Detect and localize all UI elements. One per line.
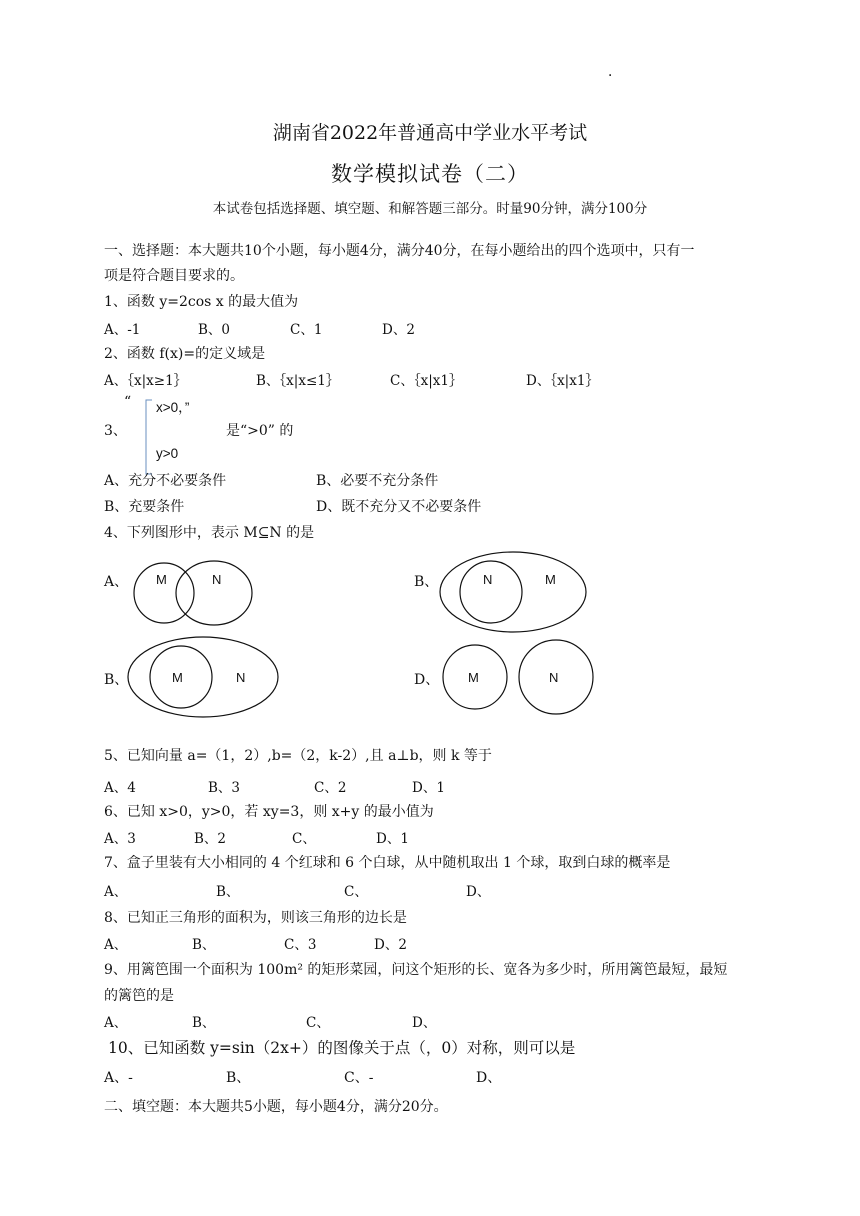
q6-option-a: A、3 [104,831,136,847]
header-dot: . [608,64,613,80]
q9-stem-cont: 的篱笆的是 [104,988,174,1004]
q1-option-a: A、-1 [104,322,141,338]
exam-subtitle: 数学模拟试卷（二） [331,162,529,186]
q5-option-a: A、4 [104,780,136,796]
q10-stem: 10、已知函数 y=sin（2x+）的图像关于点（，0）对称，则可以是 [108,1039,576,1057]
venn-b-label-n: N [483,572,493,587]
q4-venn-diagrams [0,540,860,730]
q1-option-b: B、0 [198,322,231,338]
venn-b-label-m: M [545,572,556,587]
venn-a [134,561,252,625]
q2-stem: 2、函数 f(x)=的定义域是 [104,346,266,362]
q1-option-d: D、2 [382,322,415,338]
q3-option-d: D、既不充分又不必要条件 [316,499,482,515]
venn-c-label-n: N [236,670,246,685]
q4-option-a-label: A、 [104,574,129,590]
venn-a-circle-n [176,561,252,625]
q10-option-d: D、 [476,1070,502,1086]
section1-heading: 一、选择题：本大题共10个小题，每小题4分，满分40分，在每小题给出的四个选项中，只有一 [104,243,695,259]
q3-stem: 是“>0” 的 [226,423,294,439]
q7-option-b: B、 [216,884,240,900]
q2-option-c: C、｛x|x1｝ [390,373,463,389]
q8-option-b: B、 [192,937,216,953]
q8-option-d: D、2 [374,937,407,953]
venn-d [443,640,593,714]
q3-option-c: B、充要条件 [104,499,185,515]
q10-option-a: A、- [104,1070,133,1086]
q3-option-a: A、充分不必要条件 [104,473,227,489]
venn-a-label-m: M [156,572,167,587]
q2-option-d: D、｛x|x1｝ [526,373,599,389]
venn-d-label-n: N [549,670,559,685]
q7-stem: 7、盒子里装有大小相同的 4 个红球和 6 个白球，从中随机取出 1 个球，取到白球的概率是 [104,855,671,871]
q2-option-b: B、｛x|x≤1｝ [256,373,340,389]
q10-option-b: B、 [226,1070,251,1086]
q3-number: 3、 [104,423,127,439]
q6-stem: 6、已知 x>0，y>0，若 xy=3，则 x+y 的最小值为 [104,804,434,820]
q4-option-c-label: B、 [104,672,129,688]
q5-option-c: C、2 [314,780,347,796]
q7-option-a: A、 [104,884,128,900]
q4-stem: 4、下列图形中，表示 M⊆N 的是 [104,525,315,541]
venn-a-label-n: N [212,572,222,587]
q5-option-d: D、1 [412,780,445,796]
q6-option-c: C、 [292,831,316,847]
venn-c [128,637,278,717]
q9-option-c: C、 [306,1015,330,1031]
venn-c-label-m: M [172,670,183,685]
q4-option-d-label: D、 [414,672,440,688]
q4-option-b-label: B、 [414,574,439,590]
q3-option-b: B、必要不充分条件 [316,473,439,489]
q5-option-b: B、3 [208,780,241,796]
q6-option-d: D、1 [376,831,409,847]
q3-condition-x: x>0，” [156,400,190,415]
q3-quote-open: “ [124,394,132,410]
q3-brace [140,398,154,478]
section1-heading-cont: 项是符合题目要求的。 [104,268,244,284]
venn-b-circle-n [460,561,522,623]
exam-intro: 本试卷包括选择题、填空题、和解答题三部分。时量90分钟，满分100分 [212,201,648,217]
exam-title: 湖南省2022年普通高中学业水平考试 [272,122,588,144]
venn-b-ellipse-m [440,552,586,632]
venn-d-label-m: M [468,670,479,685]
q1-stem: 1、函数 y=2cos x 的最大值为 [104,294,299,310]
q7-option-d: D、 [466,884,491,900]
q5-stem: 5、已知向量 a=（1，2）,b=（2，k-2）,且 a⊥b，则 k 等于 [104,748,492,764]
q8-option-c: C、3 [284,937,317,953]
venn-b [440,552,586,632]
q9-option-a: A、 [104,1015,128,1031]
q6-option-b: B、2 [194,831,227,847]
q8-stem: 8、已知正三角形的面积为，则该三角形的边长是 [104,910,407,926]
q7-option-c: C、 [344,884,368,900]
q1-option-c: C、1 [290,322,323,338]
q3-condition-y: y>0 [156,446,179,461]
q2-option-a: A、｛x|x≥1｝ [104,373,188,389]
q8-option-a: A、 [104,937,128,953]
q9-option-d: D、 [412,1015,437,1031]
q9-option-b: B、 [192,1015,216,1031]
section2-heading: 二、填空题：本大题共5小题，每小题4分，满分20分。 [104,1099,448,1115]
q9-stem: 9、用篱笆围一个面积为 100m² 的矩形菜园，问这个矩形的长、宽各为多少时，所用篱笆最短，最短 [104,962,728,978]
q10-option-c: C、- [344,1070,374,1086]
